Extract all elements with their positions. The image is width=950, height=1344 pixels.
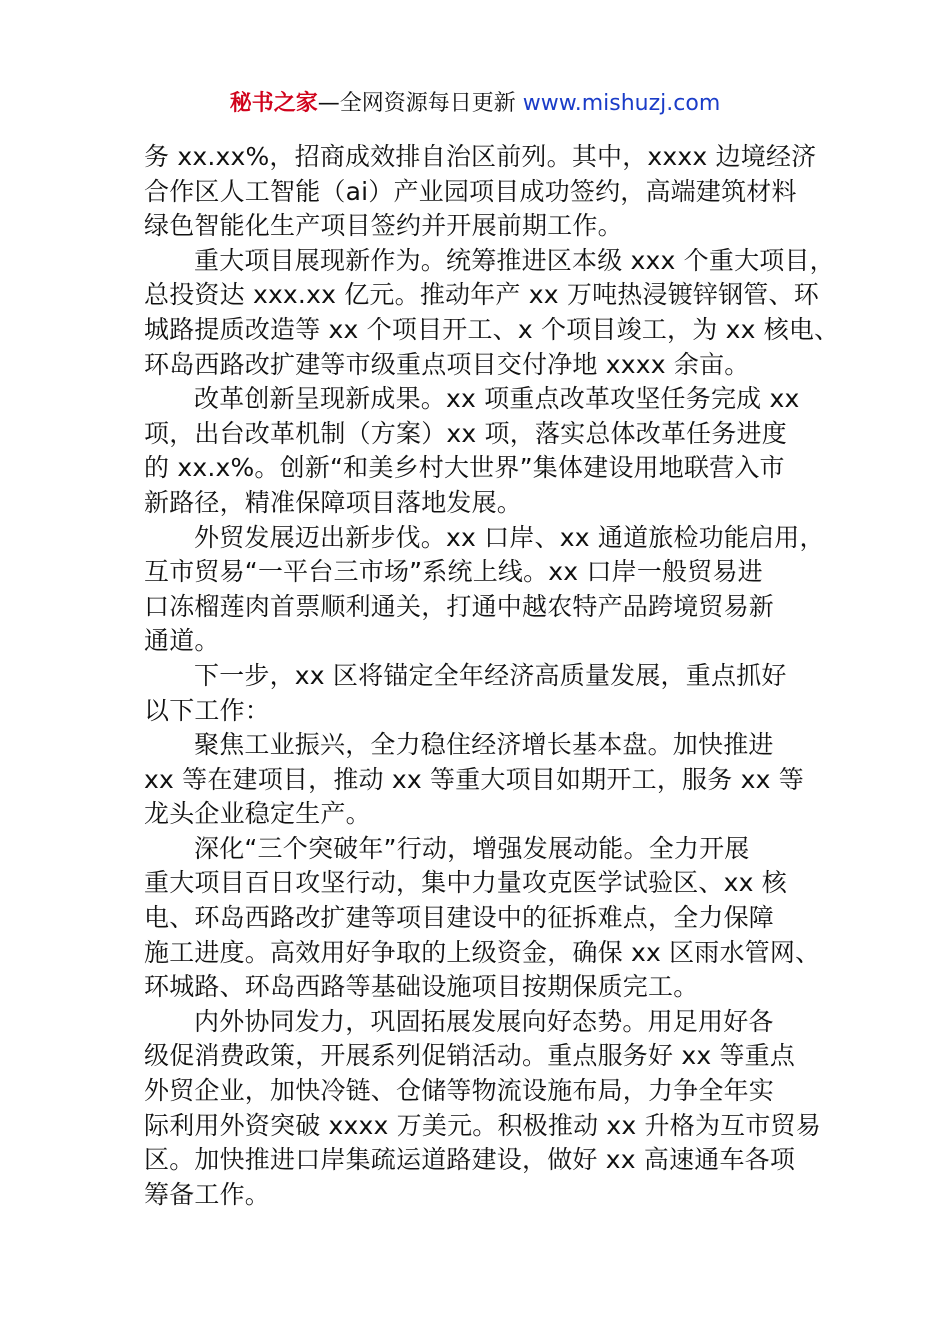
paragraph-first-line: 内外协同发力，巩固拓展发展向好态势。用足用好各 <box>194 1006 774 1036</box>
paragraph-line: 龙头企业稳定生产。 <box>144 799 371 829</box>
paragraph-line: 环岛西路改扩建等市级重点项目交付净地 xxxx 余亩。 <box>144 349 750 379</box>
paragraph-line: 环城路、环岛西路等基础设施项目按期保质完工。 <box>144 972 699 1002</box>
paragraph-line: 口冻榴莲肉首票顺利通关，打通中越农特产品跨境贸易新 <box>144 591 775 621</box>
paragraph-first-line: 改革创新呈现新成果。xx 项重点改革攻坚任务完成 xx <box>194 384 800 414</box>
paragraph-first-line: 外贸发展迈出新步伐。xx 口岸、xx 通道旅检功能启用， <box>194 522 825 552</box>
paragraph-line: 筹备工作。 <box>144 1179 271 1209</box>
paragraph-line: 城路提质改造等 xx 个项目开工、x 个项目竣工，为 xx 核电、 <box>144 314 840 344</box>
page-header <box>0 88 950 120</box>
paragraph-line: 绿色智能化生产项目签约并开展前期工作。 <box>144 211 623 241</box>
header-url-link[interactable]: www.mishuzj.com <box>522 91 721 116</box>
paragraph-line: 重大项目百日攻坚行动，集中力量攻克医学试验区、xx 核 <box>144 868 787 898</box>
document-body <box>144 140 840 1212</box>
paragraph-line: 电、环岛西路改扩建等项目建设中的征拆难点，全力保障 <box>144 903 775 933</box>
header-tagline: —全网资源每日更新 <box>317 91 523 116</box>
paragraph-line: xx 等在建项目，推动 xx 等重大项目如期开工，服务 xx 等 <box>144 764 804 794</box>
paragraph-line: 施工进度。高效用好争取的上级资金，确保 xx 区雨水管网、 <box>144 937 821 967</box>
paragraph-line: 外贸企业，加快冷链、仓储等物流设施布局，力争全年实 <box>144 1076 775 1106</box>
paragraph-first-line: 聚焦工业振兴，全力稳住经济增长基本盘。加快推进 <box>194 730 774 760</box>
paragraph-line: 合作区人工智能（ai）产业园项目成功签约，高端建筑材料 <box>144 176 797 206</box>
paragraph-first-line: 深化“三个突破年”行动，增强发展动能。全力开展 <box>194 833 750 863</box>
paragraph-line: 际利用外资突破 xxxx 万美元。积极推动 xx 升格为互市贸易 <box>144 1110 821 1140</box>
paragraph-line: 项，出台改革机制（方案）xx 项，落实总体改革任务进度 <box>144 418 787 448</box>
paragraph-line: 区。加快推进口岸集疏运道路建设，做好 xx 高速通车各项 <box>144 1145 796 1175</box>
paragraph-line: 通道。 <box>144 626 220 656</box>
paragraph-line: 总投资达 xxx.xx 亿元。推动年产 xx 万吨热浸镀锌钢管、环 <box>144 280 819 310</box>
paragraph-line: 级促消费政策，开展系列促销活动。重点服务好 xx 等重点 <box>144 1041 796 1071</box>
brand-name: 秘书之家 <box>229 91 318 116</box>
paragraph-line: 新路径，精准保障项目落地发展。 <box>144 487 523 517</box>
paragraph-line: 务 xx.xx%，招商成效排自治区前列。其中，xxxx 边境经济 <box>144 142 817 171</box>
paragraph-first-line: 重大项目展现新作为。统筹推进区本级 xxx 个重大项目， <box>194 245 835 275</box>
paragraph-first-line: 下一步，xx 区将锚定全年经济高质量发展，重点抓好 <box>194 660 787 690</box>
paragraph-line: 的 xx.x%。创新“和美乡村大世界”集体建设用地联营入市 <box>144 453 785 483</box>
paragraph-line: 以下工作： <box>144 695 271 725</box>
paragraph-line: 互市贸易“一平台三市场”系统上线。xx 口岸一般贸易进 <box>144 557 763 587</box>
